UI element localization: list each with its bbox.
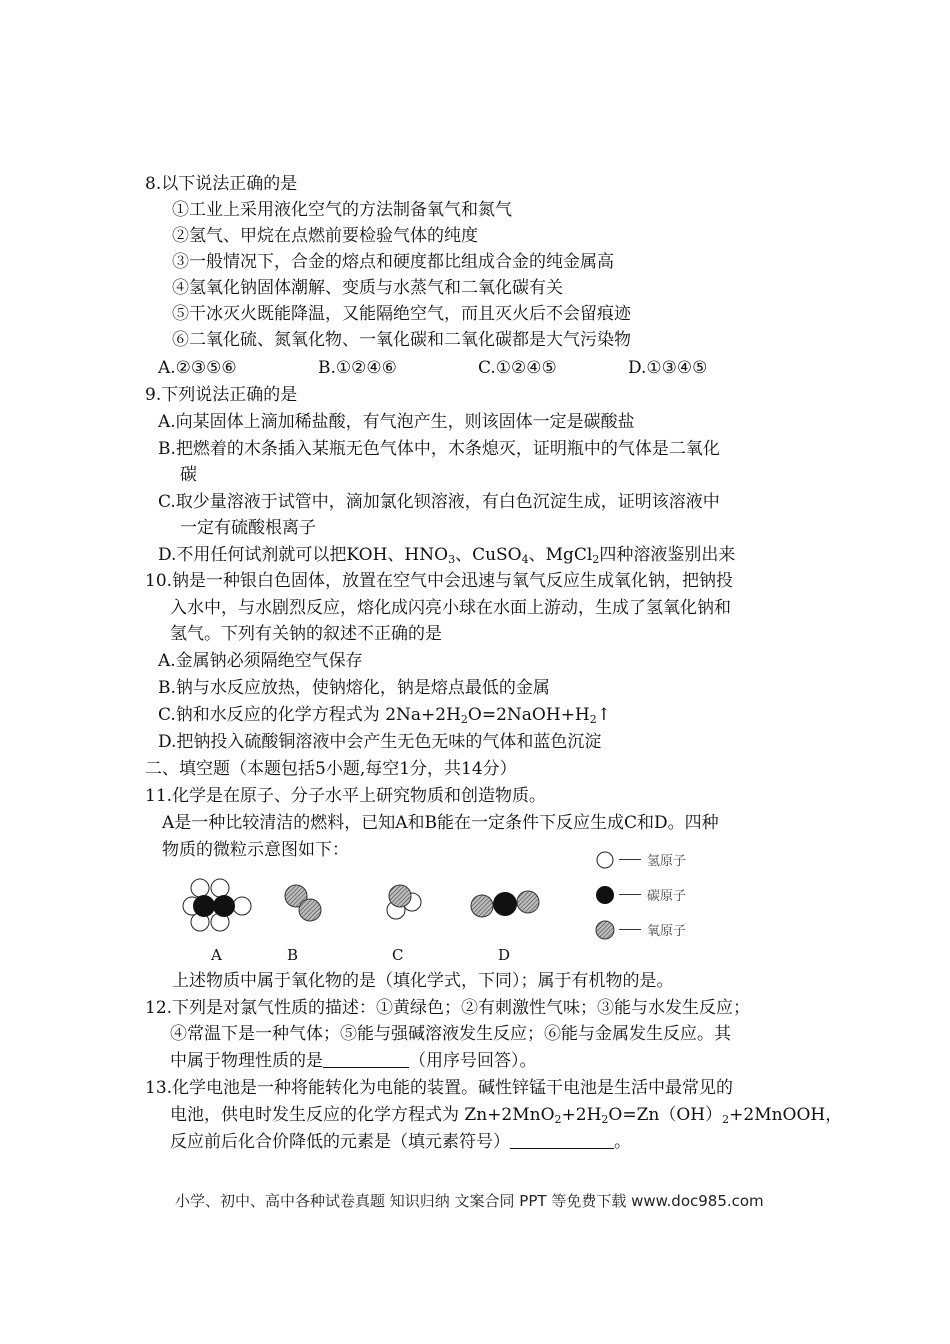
- q8-option-d: D.①③④⑤: [628, 358, 708, 378]
- q9-option-d: D.不用任何试剂就可以把KOH、HNO3、CuSO4、MgCl2四种溶液鉴别出来: [158, 545, 736, 566]
- molecule-b-label: B: [287, 946, 299, 964]
- q10-option-d: D.把钠投入硫酸铜溶液中会产生无色无味的气体和蓝色沉淀: [158, 732, 602, 752]
- q8-item-3: ③一般情况下，合金的熔点和硬度都比组成合金的纯金属高: [172, 252, 614, 272]
- q9-option-b: B.把燃着的木条插入某瓶无色气体中，木条熄灭，证明瓶中的气体是二氧化: [158, 439, 720, 459]
- q9-option-c-cont: 一定有硫酸根离子: [180, 518, 316, 538]
- q10-option-b: B.钠与水反应放热，使钠熔化，钠是熔点最低的金属: [158, 678, 550, 698]
- q8-item-6: ⑥二氧化硫、氮氧化物、一氧化碳和二氧化碳都是大气污染物: [172, 330, 631, 350]
- q8-option-b: B.①②④⑥: [318, 358, 397, 378]
- molecule-c-diagram: [380, 880, 426, 924]
- molecule-a-diagram: [180, 876, 260, 942]
- q13-line-2: 电池，供电时发生反应的化学方程式为 Zn+2MnO2+2H2O=Zn（OH）2+2MnOOH，: [170, 1105, 843, 1126]
- q8-option-a: A.②③⑤⑥: [158, 358, 237, 378]
- q8-stem: 8.以下说法正确的是: [145, 174, 298, 194]
- q9-option-c: C.取少量溶液于试管中，滴加氯化钡溶液，有白色沉淀生成，证明该溶液中: [158, 492, 720, 512]
- q9-option-b-cont: 碳: [180, 465, 197, 485]
- molecule-a-label: A: [211, 946, 222, 964]
- oxygen-atom-icon: [595, 920, 615, 940]
- page-footer: 小学、初中、高中各种试卷真题 知识归纳 文案合同 PPT 等免费下载 www.doc985.com: [175, 1192, 764, 1210]
- q9-option-a: A.向某固体上滴加稀盐酸，有气泡产生，则该固体一定是碳酸盐: [158, 412, 635, 432]
- q8-item-2: ②氢气、甲烷在点燃前要检验气体的纯度: [172, 226, 478, 246]
- q9-stem: 9.下列说法正确的是: [145, 385, 298, 405]
- q13-line-1: 13.化学电池是一种将能转化为电能的装置。碱性锌锰干电池是生活中最常见的: [145, 1078, 734, 1098]
- q13-line-3: 反应前后化合价降低的元素是（填元素符号） 。: [170, 1132, 631, 1152]
- q8-item-1: ①工业上采用液化空气的方法制备氧气和氮气: [172, 200, 512, 220]
- q10-option-c: C.钠和水反应的化学方程式为 2Na+2H2O=2NaOH+H2↑: [158, 705, 612, 726]
- q13-answer-blank[interactable]: [510, 1132, 614, 1149]
- section-2-heading: 二、填空题（本题包括5小题,每空1分，共14分）: [145, 759, 517, 779]
- q10-stem-2: 入水中，与水剧烈反应，熔化成闪亮小球在水面上游动，生成了氢氧化钠和: [170, 598, 731, 618]
- molecule-c-label: C: [392, 946, 404, 964]
- q8-option-c: C.①②④⑤: [478, 358, 557, 378]
- hydrogen-atom-icon: [595, 850, 615, 870]
- q12-answer-blank[interactable]: [323, 1051, 409, 1068]
- molecule-d-diagram: [468, 884, 544, 924]
- q12-line-2: ④常温下是一种气体；⑤能与强碱溶液发生反应；⑥能与金属发生反应。其: [170, 1024, 731, 1044]
- q8-item-5: ⑤干冰灭火既能降温，又能隔绝空气，而且灭火后不会留痕迹: [172, 304, 631, 324]
- q10-stem-3: 氢气。下列有关钠的叙述不正确的是: [170, 624, 442, 644]
- q10-option-a: A.金属钠必须隔绝空气保存: [158, 651, 363, 671]
- q8-item-4: ④氢氧化钠固体潮解、变质与水蒸气和二氧化碳有关: [172, 278, 563, 298]
- molecule-d-label: D: [498, 946, 511, 964]
- q11-line-2: A是一种比较清洁的燃料，已知A和B能在一定条件下反应生成C和D。四种: [162, 813, 719, 833]
- q12-line-1: 12.下列是对氯气性质的描述：①黄绿色；②有刺激性气味；③能与水发生反应；: [145, 998, 751, 1018]
- q11-answer-line: 上述物质中属于氧化物的是（填化学式，下同）；属于有机物的是。: [172, 971, 674, 991]
- molecule-b-diagram: [282, 882, 328, 926]
- q10-stem-1: 10.钠是一种银白色固体，放置在空气中会迅速与氧气反应生成氧化钠，把钠投: [145, 571, 734, 591]
- q12-line-3: 中属于物理性质的是 （用序号回答）。: [170, 1051, 537, 1071]
- q11-line-3: 物质的微粒示意图如下：: [162, 840, 349, 860]
- q11-stem: 11.化学是在原子、分子水平上研究物质和创造物质。: [145, 786, 547, 806]
- carbon-atom-icon: [595, 885, 615, 905]
